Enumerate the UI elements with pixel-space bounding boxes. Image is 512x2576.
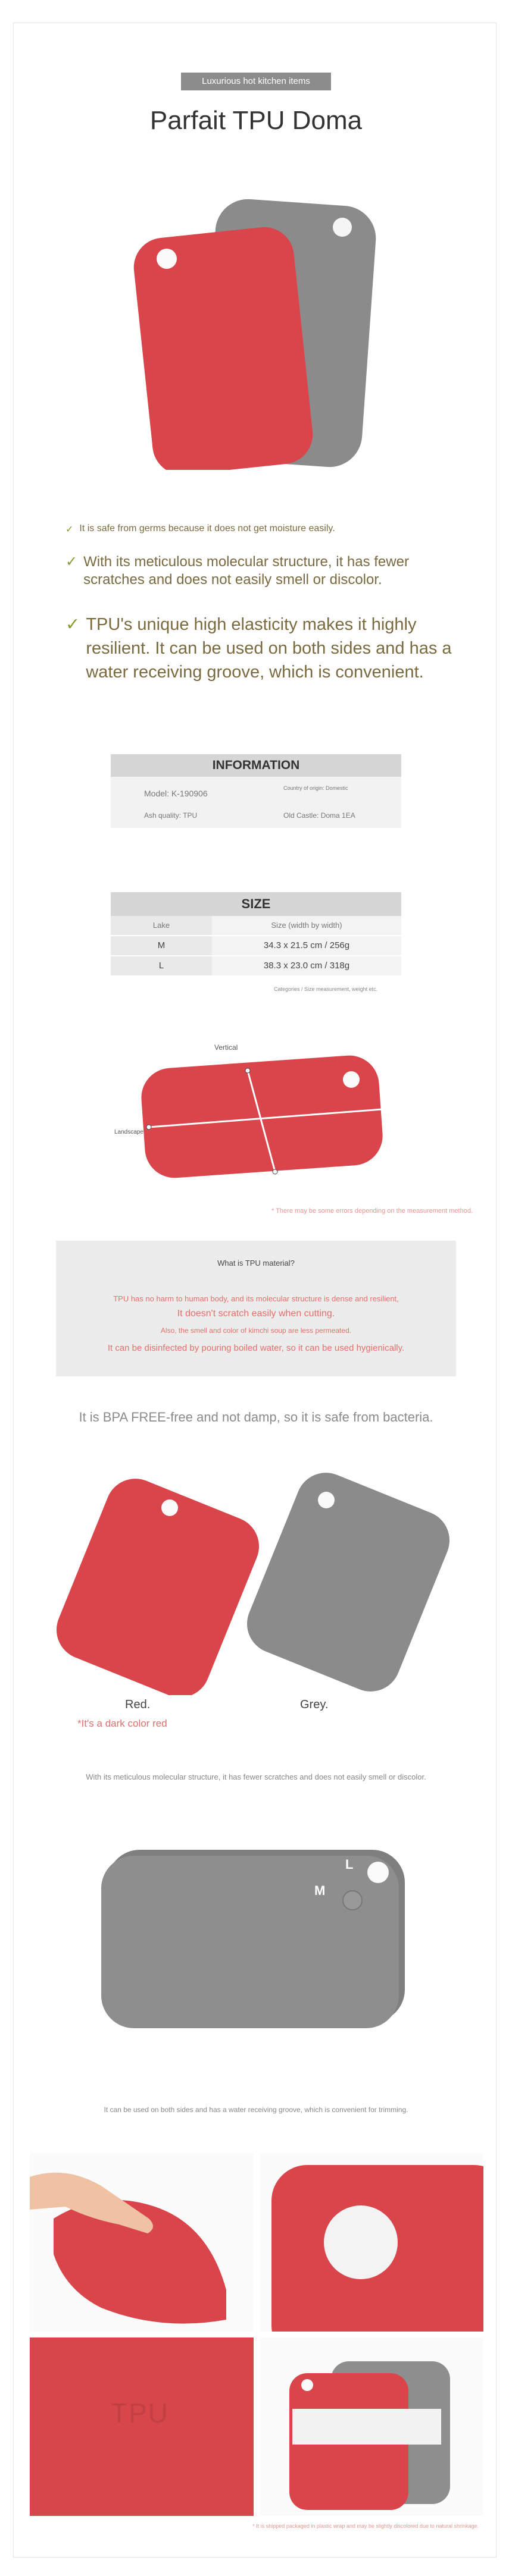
info-model: Model: K-190906 xyxy=(144,789,208,798)
tpu-info-box xyxy=(56,1241,456,1376)
grey-board-hole xyxy=(333,218,352,237)
info-origin: Country of origin: Domestic xyxy=(283,785,348,791)
red-note: *It's a dark color red xyxy=(77,1718,167,1729)
feature-2: ✓ With its meticulous molecular structure, it has fewer scratches and does not easily smell or discolor. xyxy=(65,554,409,588)
horizontal-left-dot xyxy=(146,1125,151,1129)
measurement-note: * There may be some errors depending on the measurement method. xyxy=(271,1207,473,1215)
page-title: Parfait TPU Doma xyxy=(149,106,363,135)
size-note: Categories / Size measurement, weight etc. xyxy=(274,986,378,992)
hero-boards-image xyxy=(119,196,393,470)
information-box xyxy=(111,754,401,828)
red-label: Red. xyxy=(125,1698,151,1711)
grey-board xyxy=(238,1469,458,1695)
landscape-label: Landscape xyxy=(114,1129,143,1135)
info-castle: Old Castle: Doma 1EA xyxy=(283,811,355,820)
caption-both-sides: It can be used on both sides and has a water receiving groove, which is convenient for trimming. xyxy=(104,2106,408,2114)
hole-closeup-photo xyxy=(260,2153,483,2332)
vertical-bottom-dot xyxy=(273,1169,277,1174)
medium-board-hole xyxy=(343,1891,362,1910)
size-l-label: L xyxy=(345,1857,354,1872)
tpu-line-1: TPU has no harm to human body, and its molecular structure is dense and resilient, xyxy=(113,1294,399,1303)
stacked-boards-image xyxy=(95,1838,417,2040)
front-board xyxy=(101,1856,399,2028)
large-board-hole xyxy=(367,1862,389,1883)
tpu-line-4: It can be disinfected by pouring boiled water, so it can be used hygienically. xyxy=(107,1343,405,1353)
diagram-board-hole xyxy=(343,1071,360,1088)
packaging-photo xyxy=(260,2337,483,2516)
category-tag: Luxurious hot kitchen items xyxy=(181,73,331,90)
check-icon: ✓ xyxy=(65,525,74,535)
info-quality: Ash quality: TPU xyxy=(144,811,198,820)
check-icon: ✓ xyxy=(65,615,80,634)
grey-board-hole xyxy=(318,1492,335,1508)
tpu-line-3: Also, the smell and color of kimchi soup are less permeated. xyxy=(160,1326,352,1335)
tpu-emboss-text: TPU xyxy=(111,2398,169,2428)
tpu-question: What is TPU material? xyxy=(217,1259,295,1267)
caption-structure: With its meticulous molecular structure, it has fewer scratches and does not easily smell or discolor. xyxy=(86,1772,426,1781)
bpa-statement: It is BPA FREE-free and not damp, so it is safe from bacteria. xyxy=(79,1410,433,1425)
information-heading: INFORMATION xyxy=(111,754,401,777)
table-row: M 34.3 x 21.5 cm / 256g xyxy=(111,936,401,956)
size-heading: SIZE xyxy=(111,892,401,916)
shipping-note: * It is shipped packaged in plastic wrap and may be slightly discolored due to natural shrinkage. xyxy=(252,2523,479,2529)
grey-label: Grey. xyxy=(300,1698,329,1711)
red-board-hole xyxy=(161,1499,178,1516)
bending-board-photo xyxy=(30,2153,254,2332)
feature-3: ✓ TPU's unique high elasticity makes it highly resilient. It can be used on both sides and has a water receiving groove, which is convenient. xyxy=(65,613,458,684)
package-label xyxy=(292,2409,441,2445)
feature-1: ✓ It is safe from germs because it does not get moisture easily. xyxy=(65,523,335,535)
table-row: L 38.3 x 23.0 cm / 318g xyxy=(111,956,401,977)
closeup-hole xyxy=(324,2205,398,2279)
vertical-label: Vertical xyxy=(214,1043,238,1052)
tpu-line-2: It doesn't scratch easily when cutting. xyxy=(177,1309,335,1319)
color-boards-image xyxy=(54,1469,458,1695)
size-m-label: M xyxy=(314,1883,326,1898)
size-table xyxy=(111,892,401,977)
check-icon: ✓ xyxy=(65,554,78,570)
measurement-diagram xyxy=(107,1035,405,1190)
red-board-hole xyxy=(157,249,177,269)
size-header-row: Lake Size (width by width) xyxy=(111,916,401,936)
vertical-top-dot xyxy=(245,1068,250,1073)
red-board xyxy=(54,1470,268,1695)
